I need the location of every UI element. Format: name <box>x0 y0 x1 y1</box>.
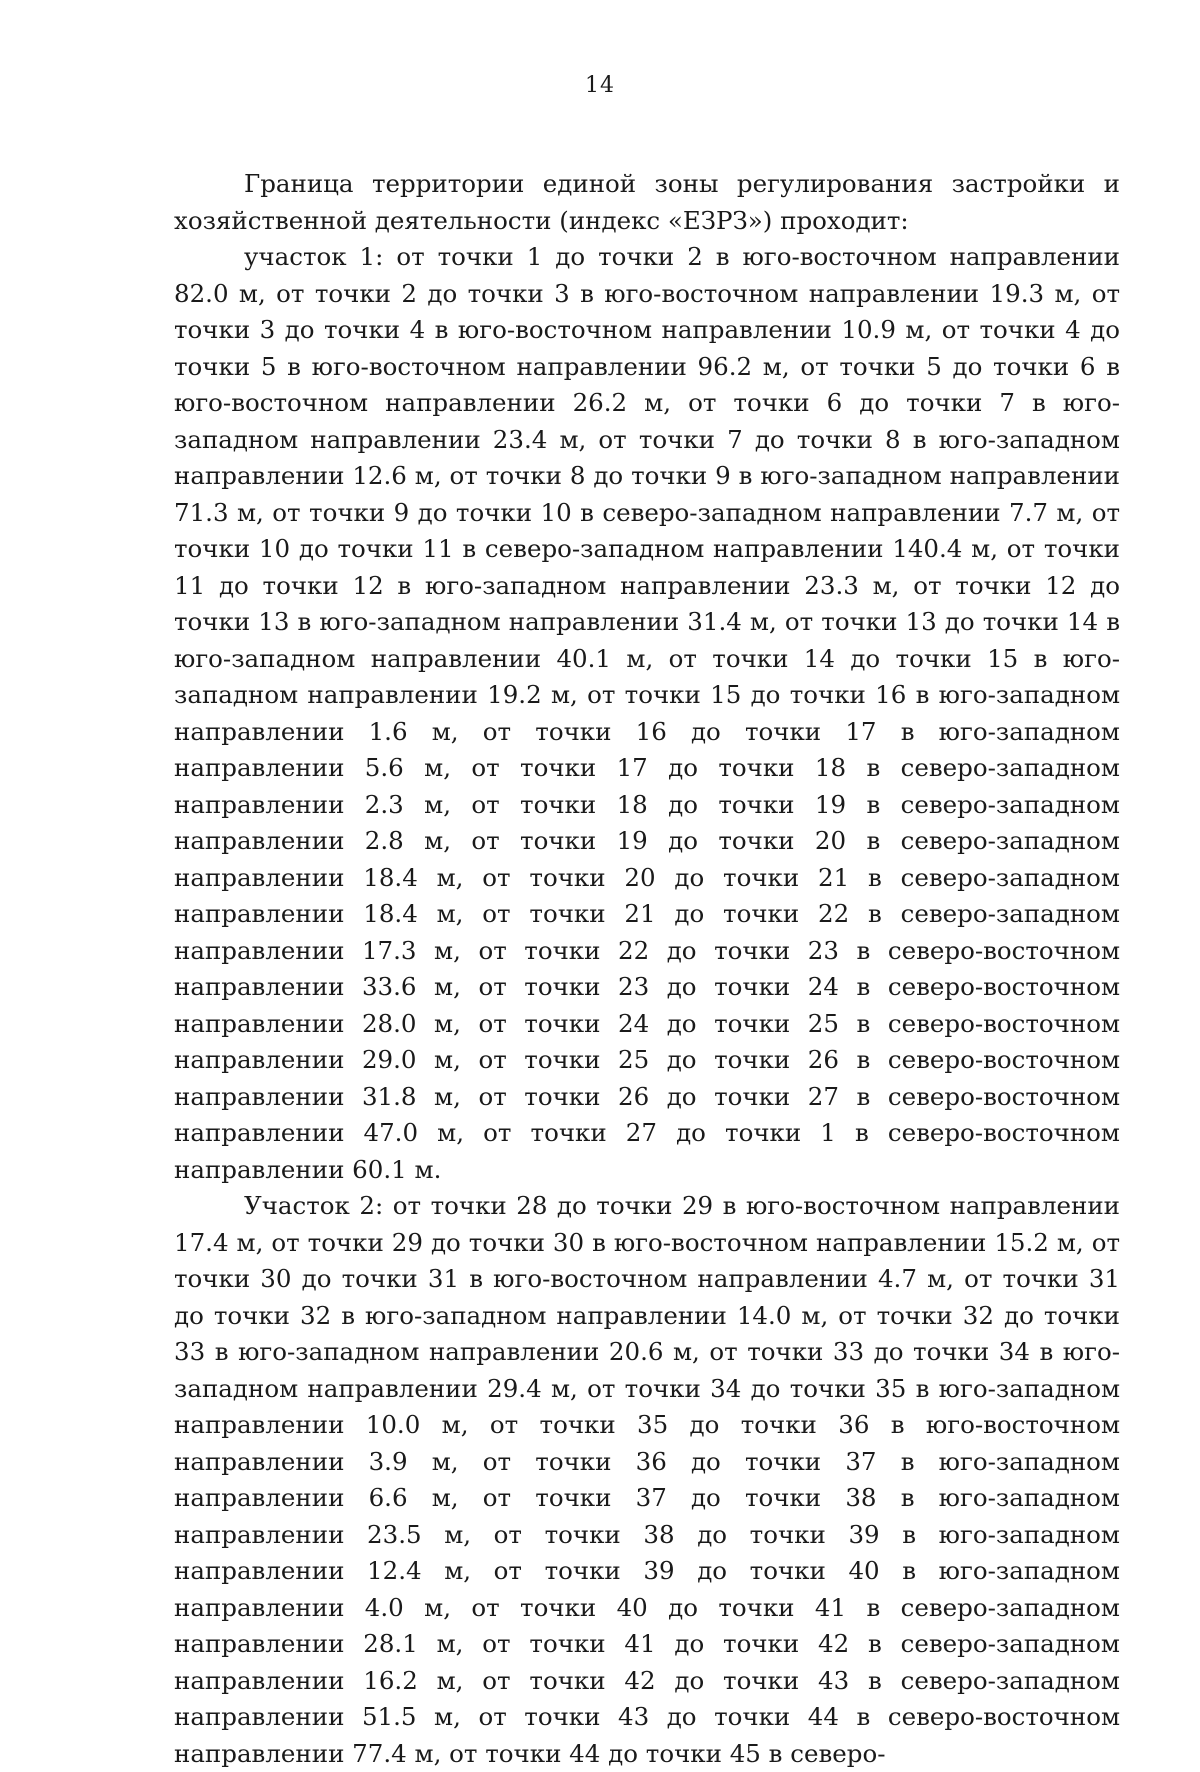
intro-paragraph: Граница территории единой зоны регулирования застройки и хозяйственной деятельности (индекс «ЕЗРЗ») проходит: <box>174 169 1120 235</box>
section-2-paragraph: Участок 2: от точки 28 до точки 29 в юго-восточном направлении 17.4 м, от точки 29 до точки 30 в юго-восточном направлении 15.2 м, от точки 30 до точки 31 в юго-восточном направлении 4.7 м, от точки 31 до точки 32 в юго-западном направлении 14.0 м, от точки 32 до точки 33 в юго-западном направлении 20.6 м, от точки 33 до точки 34 в юго-западном направлении 29.4 м, от точки 34 до точки 35 в юго-западном направлении 10.0 м, от точки 35 до точки 36 в юго-восточном направлении 3.9 м, от точки 36 до точки 37 в юго-западном направлении 6.6 м, от точки 37 до точки 38 в юго-западном направлении 23.5 м, от точки 38 до точки 39 в юго-западном направлении 12.4 м, от точки 39 до точки 40 в юго-западном направлении 4.0 м, от точки 40 до точки 41 в северо-западном направлении 28.1 м, от точки 41 до точки 42 в северо-западном направлении 16.2 м, от точки 42 до точки 43 в северо-западном направлении 51.5 м, от точки 43 до точки 44 в северо-восточном направлении 77.4 м, от точки 44 до точки 45 в северо- <box>174 1191 1120 1768</box>
document-body <box>174 166 1120 1772</box>
page-number: 14 <box>585 73 615 98</box>
section-1-paragraph: участок 1: от точки 1 до точки 2 в юго-восточном направлении 82.0 м, от точки 2 до точки 3 в юго-восточном направлении 19.3 м, от точки 3 до точки 4 в юго-восточном направлении 10.9 м, от точки 4 до точки 5 в юго-восточном направлении 96.2 м, от точки 5 до точки 6 в юго-восточном направлении 26.2 м, от точки 6 до точки 7 в юго-западном направлении 23.4 м, от точки 7 до точки 8 в юго-западном направлении 12.6 м, от точки 8 до точки 9 в юго-западном направлении 71.3 м, от точки 9 до точки 10 в северо-западном направлении 7.7 м, от точки 10 до точки 11 в северо-западном направлении 140.4 м, от точки 11 до точки 12 в юго-западном направлении 23.3 м, от точки 12 до точки 13 в юго-западном направлении 31.4 м, от точки 13 до точки 14 в юго-западном направлении 40.1 м, от точки 14 до точки 15 в юго-западном направлении 19.2 м, от точки 15 до точки 16 в юго-западном направлении 1.6 м, от точки 16 до точки 17 в юго-западном направлении 5.6 м, от точки 17 до точки 18 в северо-западном направлении 2.3 м, от точки 18 до точки 19 в северо-западном направлении 2.8 м, от точки 19 до точки 20 в северо-западном направлении 18.4 м, от точки 20 до точки 21 в северо-западном направлении 18.4 м, от точки 21 до точки 22 в северо-западном направлении 17.3 м, от точки 22 до точки 23 в северо-восточном направлении 33.6 м, от точки 23 до точки 24 в северо-восточном направлении 28.0 м, от точки 24 до точки 25 в северо-восточном направлении 29.0 м, от точки 25 до точки 26 в северо-восточном направлении 31.8 м, от точки 26 до точки 27 в северо-восточном направлении 47.0 м, от точки 27 до точки 1 в северо-восточном направлении 60.1 м. <box>174 242 1120 1184</box>
